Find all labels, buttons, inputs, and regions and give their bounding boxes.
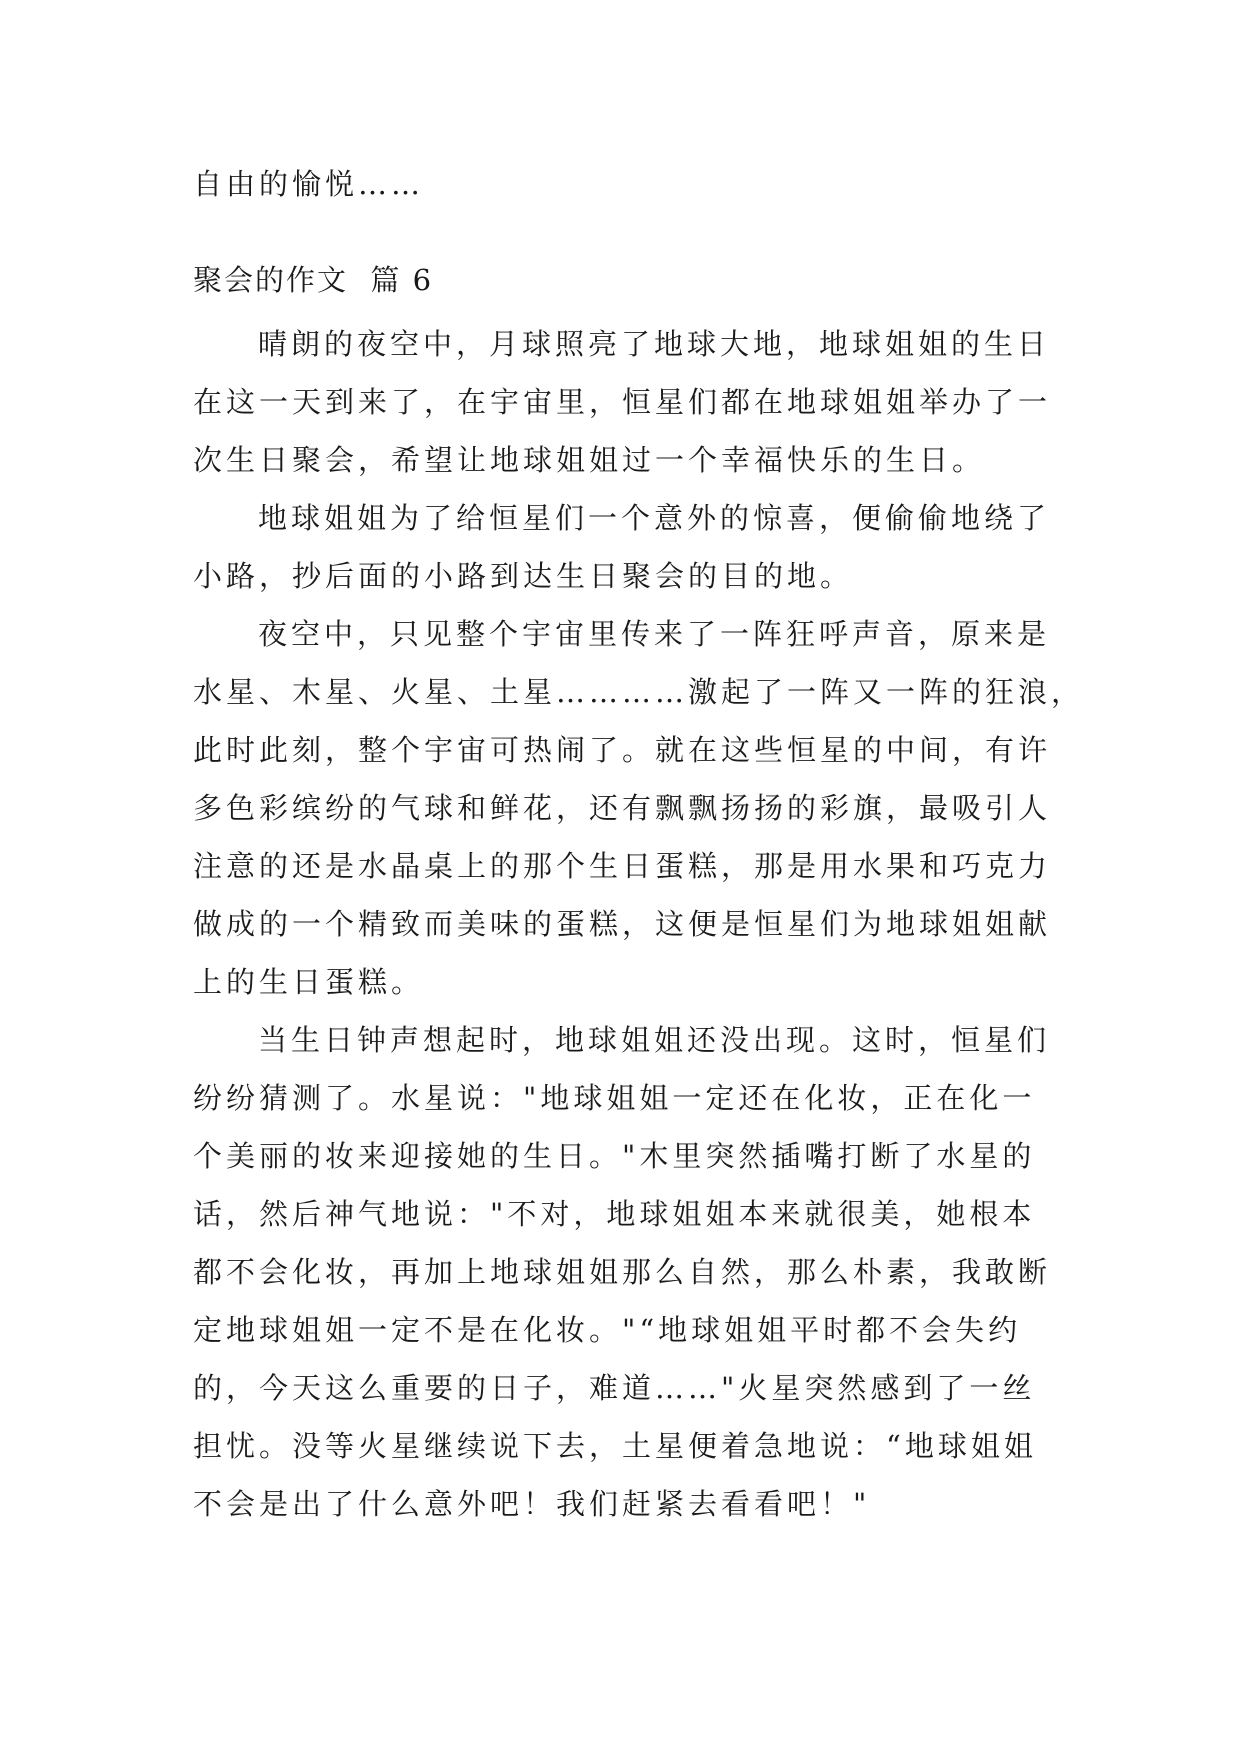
text-line: 多色彩缤纷的气球和鲜花，还有飘飘扬扬的彩旗，最吸引人 — [193, 791, 1052, 825]
text-line: 上的生日蛋糕。 — [193, 965, 425, 999]
paragraph-2 — [193, 489, 1063, 605]
text-line: 当生日钟声想起时，地球姐姐还没出现。这时，恒星们 — [258, 1023, 1051, 1057]
text-line: 话，然后神气地说："不对，地球姐姐本来就很美，她根本 — [193, 1197, 1036, 1231]
essay-title: 聚会的作文 篇 6 — [193, 263, 434, 297]
text-line: 水星、木星、火星、土星…………激起了一阵又一阵的狂浪， — [193, 675, 1085, 709]
text-line: 在这一天到来了，在宇宙里，恒星们都在地球姐姐举办了一 — [193, 385, 1052, 419]
text-line: 晴朗的夜空中，月球照亮了地球大地，地球姐姐的生日 — [258, 327, 1051, 361]
text-line: 都不会化妆，再加上地球姐姐那么自然，那么朴素，我敢断 — [193, 1255, 1052, 1289]
paragraph-1 — [193, 315, 1063, 489]
section-heading — [193, 251, 1063, 309]
text-line: 做成的一个精致而美味的蛋糕，这便是恒星们为地球姐姐献 — [193, 907, 1052, 941]
text-line: 的，今天这么重要的日子，难道……"火星突然感到了一丝 — [193, 1371, 1036, 1405]
text-line: 地球姐姐为了给恒星们一个意外的惊喜，便偷偷地绕了 — [258, 501, 1051, 535]
text-line: 个美丽的妆来迎接她的生日。"木里突然插嘴打断了水星的 — [193, 1139, 1036, 1173]
paragraph-4 — [193, 1011, 1063, 1533]
text-line: 此时此刻，整个宇宙可热闹了。就在这些恒星的中间，有许 — [193, 733, 1052, 767]
text-line: 定地球姐姐一定不是在化妆。"“地球姐姐平时都不会失约 — [193, 1313, 1022, 1347]
text-line: 次生日聚会，希望让地球姐姐过一个幸福快乐的生日。 — [193, 443, 986, 477]
continuation-text — [193, 155, 1063, 213]
text-line: 自由的愉悦…… — [193, 167, 425, 201]
paragraph-3 — [193, 605, 1085, 1011]
text-line: 夜空中，只见整个宇宙里传来了一阵狂呼声音，原来是 — [258, 617, 1051, 651]
text-line: 小路，抄后面的小路到达生日聚会的目的地。 — [193, 559, 854, 593]
text-line: 纷纷猜测了。水星说："地球姐姐一定还在化妆，正在化一 — [193, 1081, 1036, 1115]
text-line: 注意的还是水晶桌上的那个生日蛋糕，那是用水果和巧克力 — [193, 849, 1052, 883]
text-line: 不会是出了什么意外吧！我们赶紧去看看吧！" — [193, 1487, 871, 1521]
text-line: 担忧。没等火星继续说下去，土星便着急地说：“地球姐姐 — [193, 1429, 1037, 1463]
